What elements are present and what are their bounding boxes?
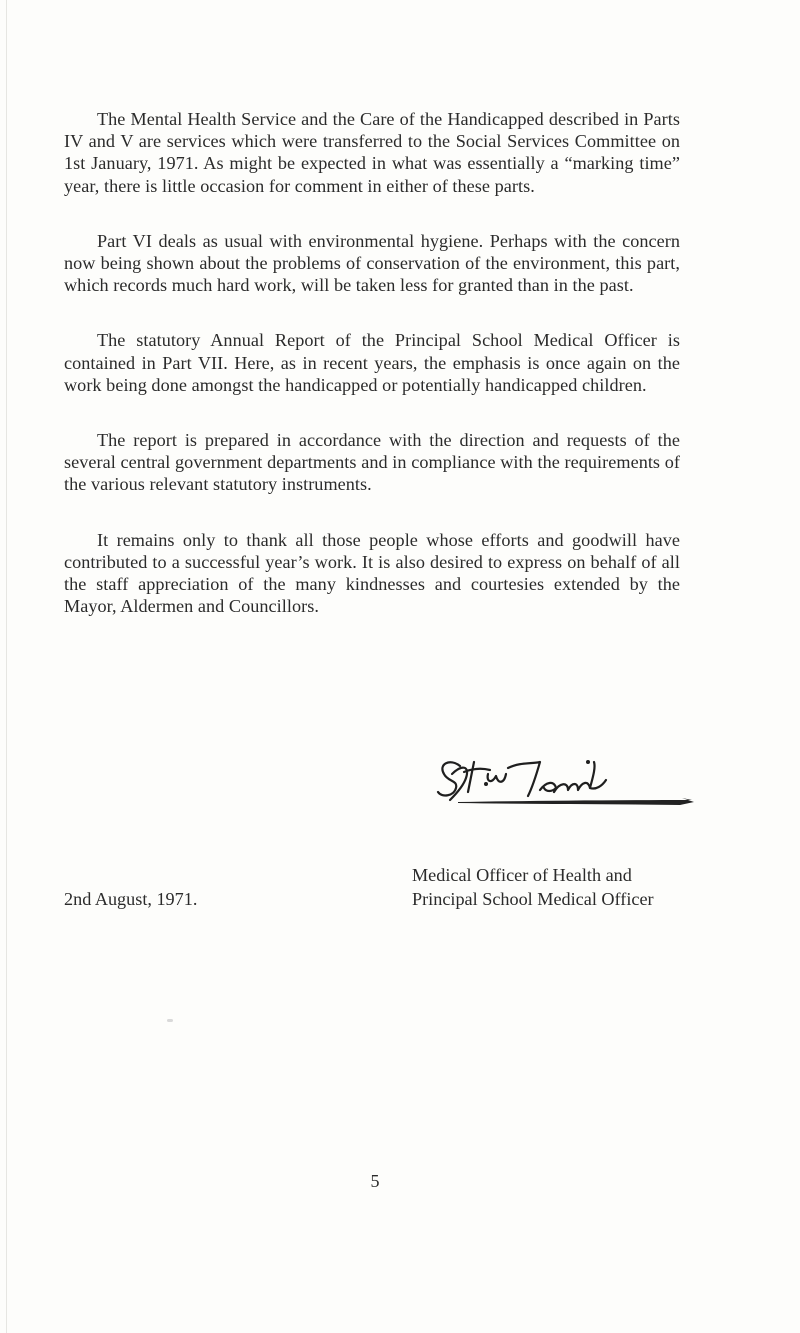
officer-title-line-1: Medical Officer of Health and — [412, 865, 632, 885]
officer-title — [412, 863, 682, 911]
report-date: 2nd August, 1971. — [64, 889, 198, 909]
document-body — [64, 108, 680, 650]
paragraph-acknowledgements: It remains only to thank all those people whose efforts and goodwill have contributed to a successful year’s work. It is also desired to express on behalf of all the staff appreciation of the many kindnesses and courtesies extended by the Mayor, Aldermen and Councillors. — [64, 529, 680, 617]
paragraph-mental-health: The Mental Health Service and the Care of the Handicapped described in Parts IV and V are services which were transferred to the Social Services Committee on 1st January, 1971. As might be expected in what was essentially a “marking time” year, there is little occasion for comment in either of these parts. — [64, 109, 680, 196]
handwritten-signature — [428, 752, 694, 806]
paper-speck — [167, 1019, 173, 1022]
paragraph-school-medical-officer: The statutory Annual Report of the Principal School Medical Officer is contained in Part VII. Here, as in recent years, the emphasis is once again on the work being done amongst the handicapped or potentially handicapped children. — [64, 330, 680, 395]
page-edge-line — [6, 0, 7, 1333]
officer-title-line-2: Principal School Medical Officer — [412, 889, 654, 909]
paragraph-report-preparation: The report is prepared in accordance with the direction and requests of the several central government departments and in compliance with the requirements of the various relevant statutory instruments. — [64, 430, 680, 495]
paragraph-environmental-hygiene: Part VI deals as usual with environmental hygiene. Perhaps with the concern now being shown about the problems of conservation of the environment, this part, which records much hard work, will be taken less for granted than in the past. — [64, 230, 680, 296]
page-number: 5 — [370, 1171, 380, 1191]
